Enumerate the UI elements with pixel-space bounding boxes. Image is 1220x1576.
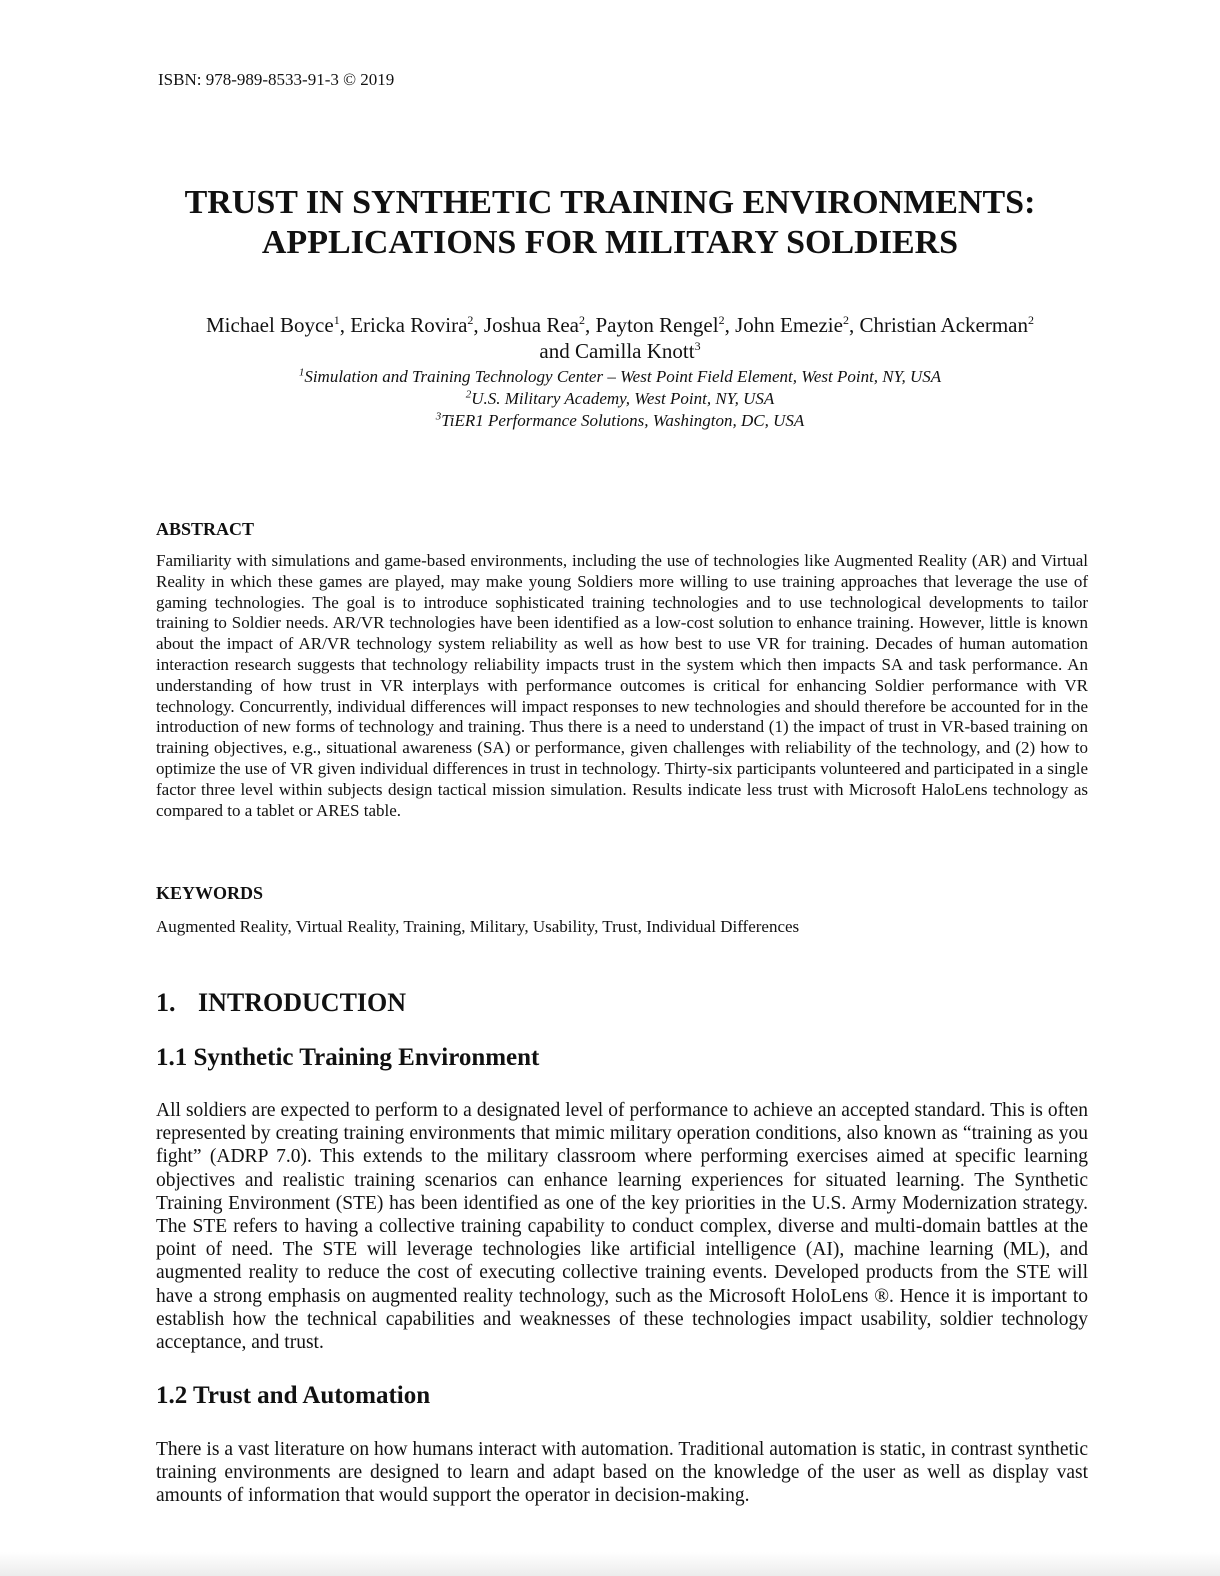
abstract-heading: ABSTRACT (156, 519, 255, 539)
author: and Camilla Knott$^3$ (539, 339, 701, 363)
paper-title (0, 183, 1220, 263)
section-number: 1. (156, 988, 176, 1017)
isbn-header: ISBN: 978-989-8533-91-3 © 2019 (158, 70, 395, 89)
keywords-heading: KEYWORDS (156, 883, 264, 903)
subsection-heading-1-2: 1.2 Trust and Automation (156, 1382, 431, 1409)
subsection-heading-1-1: 1.1 Synthetic Training Environment (156, 1044, 540, 1071)
paper-title-line-2: APPLICATIONS FOR MILITARY SOLDIERS (261, 224, 959, 261)
author: Payton Rengel$^2$, (595, 313, 736, 337)
paper-title-line-1: TRUST IN SYNTHETIC TRAINING ENVIRONMENTS: (184, 184, 1036, 221)
page-bottom-edge (0, 1552, 1220, 1576)
subsection-1-2-text: There is a vast literature on how humans interact with automation. Traditional automation is static, in contrast synthetic training environments are designed to learn and adapt based on the knowledge of the user as well as display vast amounts of information that would support the operator in decision-making. (156, 1439, 1088, 1507)
subsection-1-1-text: All soldiers are expected to perform to a designated level of performance to achieve an accepted standard. This is often represented by creating training environments that mimic military operation conditions, also known as “training as you fight” (ADRP 7.0). This extends to the military classroom where performing exercises aimed at specific learning objectives and realistic training scenarios can enhance learning experiences for situated learning. The Synthetic Training Environment (STE) has been identified as one of the key priorities in the U.S. Army Modernization strategy. The STE refers to having a collective training capability to conduct complex, diverse and multi-domain battles at the point of need. The STE will leverage technologies like artificial intelligence (AI), machine learning (ML), and augmented reality to reduce the cost of executing collective training events. Developed products from the STE will have a strong emphasis on augmented reality technology, such as the Microsoft HoloLens ®. Hence it is important to establish how the technical capabilities and weaknesses of these technologies impact usability, soldier technology acceptance, and trust. (156, 1100, 1088, 1354)
affiliation: $^2$U.S. Military Academy, West Point, NY, USA (465, 388, 775, 408)
author: Joshua Rea$^2$, (483, 313, 596, 337)
author: Michael Boyce$^1$, (206, 313, 351, 337)
author: Christian Ackerman$^2$ (859, 313, 1034, 337)
affiliation: $^1$Simulation and Training Technology Center – West Point Field Element, West Point, NY, USA (298, 366, 942, 386)
keywords-text: Augmented Reality, Virtual Reality, Training, Military, Usability, Trust, Individual Differences (156, 917, 800, 936)
author: Ericka Rovira$^2$, (350, 313, 484, 337)
affiliation: $^3$TiER1 Performance Solutions, Washington, DC, USA (435, 410, 805, 430)
affiliations (140, 366, 1100, 432)
author: John Emezie$^2$, (735, 313, 860, 337)
abstract-text: Familiarity with simulations and game-based environments, including the use of technologies like Augmented Reality (AR) and Virtual Reality in which these games are played, may make young Soldiers more willing to use training approaches that leverage the use of gaming technologies. The goal is to introduce sophisticated training technologies and to use technological developments to tailor training to Soldier needs. AR/VR technologies have been identified as a low-cost solution to enhance training. However, little is known about the impact of AR/VR technology system reliability as well as how best to use VR for training. Decades of human automation interaction research suggests that technology reliability impacts trust in the system which then impacts SA and task performance. An understanding of how trust in VR interplays with performance outcomes is critical for enhancing Soldier performance with VR technology. Concurrently, individual differences will impact responses to new technologies and should therefore be accounted for in the introduction of new forms of technology and training. Thus there is a need to understand (1) the impact of trust in VR-based training on training objectives, e.g., situational awareness (SA) or performance, given challenges with reliability of the technology, and (2) how to optimize the use of VR given individual differences in trust in technology. Thirty-six participants volunteered and participated in a single factor three level within subjects design tactical mission simulation. Results indicate less trust with Microsoft HaloLens technology as compared to a tablet or ARES table. (156, 551, 1088, 820)
section-heading-introduction (156, 988, 406, 1018)
section-title: INTRODUCTION (198, 988, 407, 1017)
author-list (140, 312, 1100, 364)
